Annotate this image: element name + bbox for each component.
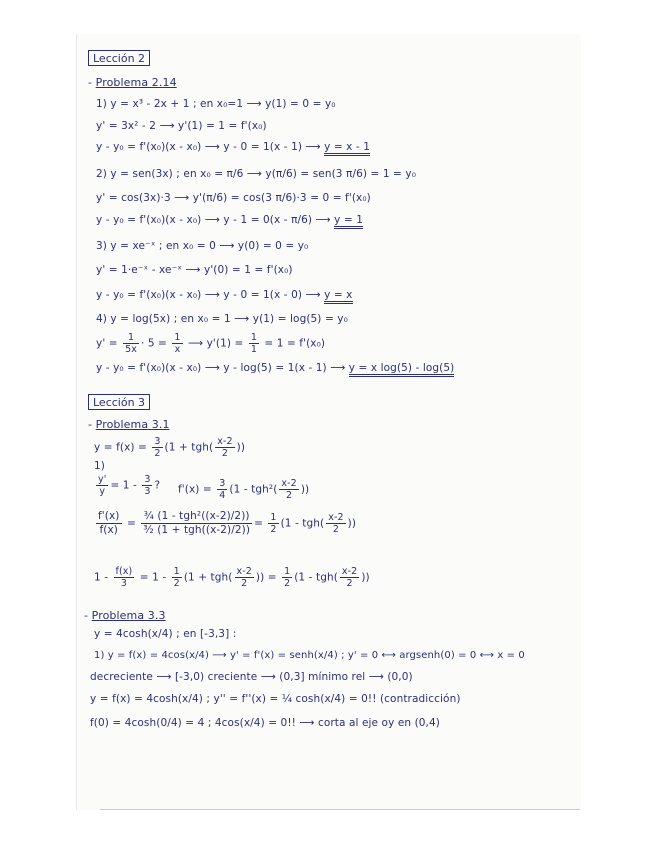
lesson-3-title: Lección 3 <box>88 394 150 410</box>
p4-result: y = x log(5) - log(5) <box>349 362 455 377</box>
p31-last-half <box>172 566 182 589</box>
p3-line-3-text: y - y₀ = f'(x₀)(x - x₀) ⟶ y - 0 = 1(x - 0) ⟶ <box>96 289 325 301</box>
frac-num: 3 <box>154 436 161 447</box>
frac-den: 2 <box>241 578 248 589</box>
frac-den: 4 <box>219 490 226 501</box>
p4-eval: ⟶ y'(1) = <box>184 337 247 350</box>
frac-num: x-2 <box>236 566 252 577</box>
problem-3-3-label: Problema 3.3 <box>91 609 166 622</box>
frac-num: 1 <box>284 566 291 577</box>
frac-den: 2 <box>221 448 228 459</box>
frac-den: 1 <box>250 344 257 355</box>
frac-den: y <box>99 486 106 497</box>
p4-eval-end: = 1 = f'(x₀) <box>260 337 326 350</box>
p33-line-4: y = f(x) = 4cosh(x/4) ; y'' = f''(x) = ¼ cosh(x/4) = 0!! (contradicción) <box>90 693 461 705</box>
frac-num: x-2 <box>217 436 233 447</box>
frac-num: 3 <box>219 478 226 489</box>
p31-eq-rest: (1 + tgh( <box>164 441 214 454</box>
frac-num: ¾ (1 - tgh²((x-2)/2)) <box>141 510 252 524</box>
frac-num: 1 <box>270 512 277 523</box>
p31-last <box>94 566 370 589</box>
p1-line-3 <box>96 141 370 153</box>
p4-frac-1-5x <box>123 332 139 355</box>
p2-line-3-text: y - y₀ = f'(x₀)(x - x₀) ⟶ y - 1 = 0(x - π/6) ⟶ <box>96 214 335 226</box>
p3-line-3 <box>96 289 353 301</box>
p31-fprime-rest: (1 - tgh²( <box>229 483 278 496</box>
p31-ratio-end: )) <box>347 517 357 530</box>
frac-num: 1 <box>250 332 257 343</box>
p2-line-3 <box>96 214 363 226</box>
p4-derivative-label: y' = <box>96 337 122 350</box>
frac-den: 2 <box>173 578 180 589</box>
p31-fprime-frac <box>217 478 227 501</box>
p2-line-1: 2) y = sen(3x) ; en x₀ = π/6 ⟶ y(π/6) = sen(3 π/6) = 1 = y₀ <box>96 168 417 180</box>
p31-last-frac <box>114 566 135 589</box>
p31-ratio-big <box>141 510 252 537</box>
frac-den: ³⁄₂ (1 + tgh((x-2)/2)) <box>143 524 251 536</box>
p31-fprime-lhs: f'(x) = <box>178 483 216 496</box>
p31-fprime-inner <box>279 478 298 501</box>
p2-line-2: y' = cos(3x)·3 ⟶ y'(π/6) = cos(3 π/6)·3 = 0 = f'(x₀) <box>96 192 371 204</box>
p31-eq-end: )) <box>236 441 246 454</box>
p31-yprime-over-y <box>96 474 108 497</box>
p31-eq-inner <box>215 436 234 459</box>
p3-line-2: y' = 1·e⁻ˣ - xe⁻ˣ ⟶ y'(0) = 1 = f'(x₀) <box>96 264 293 276</box>
p4-line-2 <box>96 332 325 355</box>
p31-last-rest-2: (1 - tgh( <box>294 571 338 584</box>
p31-last-inner <box>235 566 254 589</box>
p1-line-2: y' = 3x² - 2 ⟶ y'(1) = 1 = f'(x₀) <box>96 120 267 132</box>
problem-2-14-label: Problema 2.14 <box>95 76 177 89</box>
frac-num: x-2 <box>341 566 358 577</box>
frac-den: 3 <box>120 578 128 589</box>
frac-num: x-2 <box>281 478 297 489</box>
p31-last-lhs: 1 - <box>94 571 112 584</box>
frac-den: 2 <box>346 578 353 589</box>
frac-num: x-2 <box>328 512 344 523</box>
frac-num: 1 <box>123 332 139 344</box>
p31-last-mid: = 1 - <box>136 571 170 584</box>
problem-3-3-title: - Problema 3.3 <box>84 609 166 622</box>
p33-line-5: f(0) = 4cosh(0/4) = 4 ; 4cos(x/4) = 0!! ⟶ corta al eje oy en (0,4) <box>90 717 440 729</box>
p31-question: ? <box>154 479 161 492</box>
p31-ratio-eq: = <box>254 517 267 530</box>
lesson-2-title: Lección 2 <box>88 50 150 66</box>
p31-eq-lhs: y = f(x) = <box>94 441 151 454</box>
p4-frac-1-x <box>172 332 182 355</box>
p31-mid-frac <box>142 474 152 497</box>
p31-fprime <box>178 478 309 501</box>
p4-line-3-text: y - y₀ = f'(x₀)(x - x₀) ⟶ y - log(5) = 1(x - 1) ⟶ <box>96 362 349 374</box>
p31-last-half-2 <box>282 566 292 589</box>
p1-result: y = x - 1 <box>324 141 370 156</box>
p33-line-1: y = 4cosh(x/4) ; en [-3,3] : <box>94 628 237 640</box>
frac-den: 2 <box>286 490 293 501</box>
p31-fprime-end: )) <box>300 483 310 496</box>
frac-den: 2 <box>284 578 291 589</box>
frac-den: 2 <box>332 524 340 535</box>
bottom-rule <box>100 809 580 810</box>
problem-3-1-label: Problema 3.1 <box>95 418 170 431</box>
p3-line-1: 3) y = xe⁻ˣ ; en x₀ = 0 ⟶ y(0) = 0 = y₀ <box>96 240 309 252</box>
p4-line-3 <box>96 362 454 374</box>
p33-line-2: 1) y = f(x) = 4cos(x/4) ⟶ y' = f'(x) = senh(x/4) ; y' = 0 ⟷ argsenh(0) = 0 ⟷ x = 0 <box>94 650 525 661</box>
p31-ratio-lhs <box>96 510 122 537</box>
p3-result: y = x <box>324 289 352 304</box>
problem-3-1-title: - Problema 3.1 <box>88 418 170 431</box>
p31-ratio: $\frac{f'(x)}{f(x)}$ = $\frac{\text{¾ (1 - tgh²((x-2)/2))}}{\text{³⁄₂ (1 + tgh((x-2)/2))}}$ = $\frac{1}{2}$ (1 - tgh( $\frac{x-2}{2}$ )) <box>98 510 357 536</box>
problem-2-14-title: - Problema 2.14 <box>88 76 177 89</box>
p31-equation <box>94 436 245 459</box>
frac-den: 2 <box>154 448 161 459</box>
p4-frac-1-1 <box>249 332 259 355</box>
p31-ratio-inner <box>326 512 345 535</box>
p4-mult: · 5 = <box>140 337 171 350</box>
p1-line-1: 1) y = x³ - 2x + 1 ; en x₀=1 ⟶ y(1) = 0 = y₀ <box>96 98 336 110</box>
p31-eq-frac <box>152 436 162 459</box>
frac-num: 1 <box>174 332 181 343</box>
p31-mid: = 1 - <box>110 479 141 492</box>
frac-num: y' <box>98 474 107 485</box>
p31-item-1: 1) <box>94 460 105 472</box>
p31-last-end-2: )) <box>361 571 370 584</box>
p31-last-end: )) = <box>255 571 281 584</box>
frac-num: 3 <box>144 474 151 485</box>
frac-num: f'(x) <box>98 510 120 522</box>
frac-den: 5x <box>125 344 137 355</box>
frac-den: 2 <box>270 524 277 535</box>
p4-line-1: 4) y = log(5x) ; en x₀ = 1 ⟶ y(1) = log(5) = y₀ <box>96 313 348 325</box>
p31-last-inner-2 <box>340 566 359 589</box>
p31-last-rest: (1 + tgh( <box>183 571 233 584</box>
frac-den: 3 <box>144 486 151 497</box>
frac-den: f(x) <box>99 524 118 536</box>
p33-line-3: decreciente ⟶ [-3,0) creciente ⟶ (0,3] mínimo rel ⟶ (0,0) <box>90 671 413 683</box>
p2-result: y = 1 <box>334 214 363 229</box>
p31-ratio-rest: (1 - tgh( <box>280 517 325 530</box>
p31-ratio-half <box>268 512 278 535</box>
frac-den: x <box>174 344 181 355</box>
p31-step-1 <box>94 474 160 497</box>
p1-line-3-text: y - y₀ = f'(x₀)(x - x₀) ⟶ y - 0 = 1(x - 1) ⟶ <box>96 141 325 153</box>
frac-num: f(x) <box>115 566 133 577</box>
frac-num: 1 <box>173 566 180 577</box>
